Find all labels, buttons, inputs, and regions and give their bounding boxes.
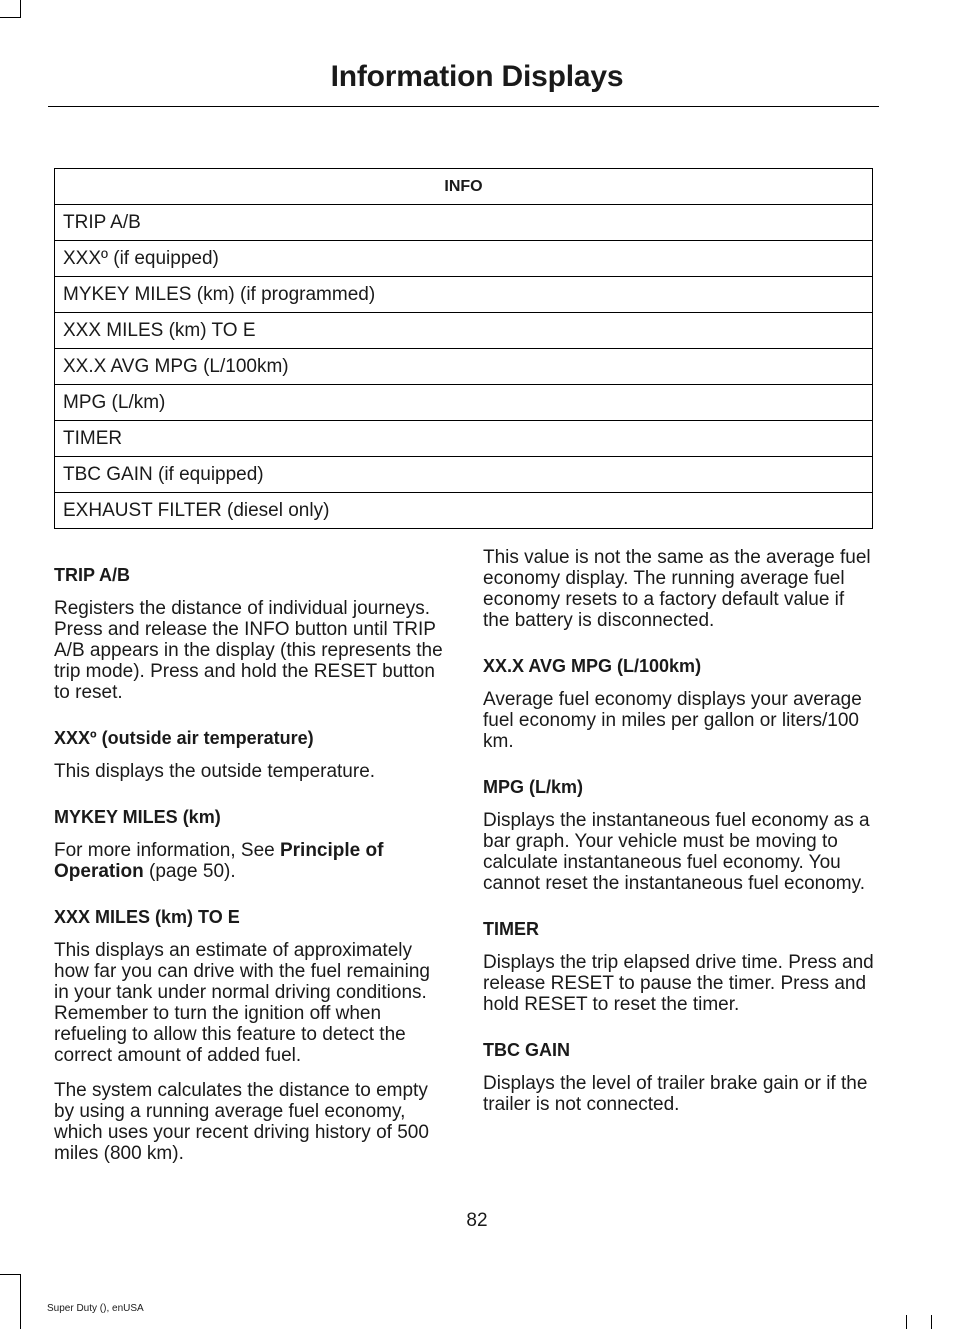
crop-mark-bottom-right-v1 bbox=[931, 1315, 932, 1329]
table-heading: INFO bbox=[55, 169, 873, 205]
mpg-paragraph: Displays the instantaneous fuel economy as a bar graph. Your vehicle must be moving to calculate instantaneous fuel economy. You cannot reset the instantaneous fuel economy. bbox=[483, 810, 870, 894]
table-row bbox=[55, 277, 873, 313]
table-cell: TRIP A/B bbox=[55, 205, 873, 241]
table-row bbox=[55, 421, 873, 457]
tbc-gain-paragraph: Displays the level of trailer brake gain or if the trailer is not connected. bbox=[483, 1073, 868, 1115]
mpg-heading: MPG (L/km) bbox=[483, 777, 584, 797]
title-rule bbox=[48, 106, 879, 107]
table-cell: EXHAUST FILTER (diesel only) bbox=[55, 493, 873, 529]
avg-mpg-heading: XX.X AVG MPG (L/100km) bbox=[483, 656, 702, 676]
table-row bbox=[55, 457, 873, 493]
trip-paragraph: Registers the distance of individual journeys. Press and release the INFO button until TRIP A/B appears in the display (this represents the trip mode). Press and hold the RESET button to reset. bbox=[54, 598, 443, 703]
crop-mark-top-left-h bbox=[0, 17, 20, 18]
timer-paragraph: Displays the trip elapsed drive time. Press and release RESET to pause the timer. Press and hold RESET to reset the timer. bbox=[483, 952, 874, 1015]
crop-mark-bottom-left-v bbox=[20, 1274, 21, 1329]
mykey-text-post: (page 50). bbox=[143, 861, 236, 882]
crop-mark-bottom-right-v2 bbox=[906, 1315, 907, 1329]
table-header-row bbox=[55, 169, 873, 205]
tbc-gain-heading: TBC GAIN bbox=[483, 1040, 570, 1060]
mykey-text-pre: For more information, See bbox=[54, 840, 280, 861]
table-row bbox=[55, 241, 873, 277]
mykey-heading: MYKEY MILES (km) bbox=[54, 807, 221, 827]
table-row bbox=[55, 493, 873, 529]
table-cell: XX.X AVG MPG (L/100km) bbox=[55, 349, 873, 385]
distance-to-empty-heading: XXX MILES (km) TO E bbox=[54, 907, 240, 927]
left-column bbox=[54, 564, 446, 1178]
table-cell: XXX MILES (km) TO E bbox=[55, 313, 873, 349]
table-cell: TIMER bbox=[55, 421, 873, 457]
right-column bbox=[483, 547, 875, 1129]
footer-text: Super Duty (), enUSA bbox=[47, 1303, 144, 1314]
distance-to-empty-paragraph-2: The system calculates the distance to empty by using a running average fuel economy, which uses your recent driving history of 500 miles (800 km). bbox=[54, 1080, 429, 1164]
distance-to-empty-paragraph-3: This value is not the same as the average fuel economy display. The running average fuel economy resets to a factory default value if the battery is disconnected. bbox=[483, 547, 871, 631]
table-cell: MYKEY MILES (km) (if programmed) bbox=[55, 277, 873, 313]
page-title: Information Displays bbox=[330, 60, 624, 93]
crop-mark-bottom-left-h bbox=[0, 1274, 20, 1275]
trip-heading: TRIP A/B bbox=[54, 565, 131, 585]
mykey-paragraph bbox=[54, 840, 446, 882]
page-number: 82 bbox=[466, 1210, 488, 1231]
distance-to-empty-paragraph-1: This displays an estimate of approximately how far you can drive with the fuel remaining in your tank under normal driving conditions. Remember to turn the ignition off when refueling to allow this feature to detect the correct amount of added fuel. bbox=[54, 940, 430, 1066]
avg-mpg-paragraph: Average fuel economy displays your average fuel economy in miles per gallon or liters/100 km. bbox=[483, 689, 862, 752]
table-row bbox=[55, 349, 873, 385]
table-row bbox=[55, 205, 873, 241]
table-cell: TBC GAIN (if equipped) bbox=[55, 457, 873, 493]
table-row bbox=[55, 385, 873, 421]
principle-of-operation-link[interactable]: Principle of Operation bbox=[54, 840, 384, 882]
temperature-heading: XXXº (outside air temperature) bbox=[54, 728, 314, 748]
table-cell: XXXº (if equipped) bbox=[55, 241, 873, 277]
timer-heading: TIMER bbox=[483, 919, 539, 939]
crop-mark-top-left-v bbox=[20, 0, 21, 18]
info-table bbox=[54, 168, 873, 529]
table-cell: MPG (L/km) bbox=[55, 385, 873, 421]
temperature-paragraph: This displays the outside temperature. bbox=[54, 761, 376, 782]
table-row bbox=[55, 313, 873, 349]
